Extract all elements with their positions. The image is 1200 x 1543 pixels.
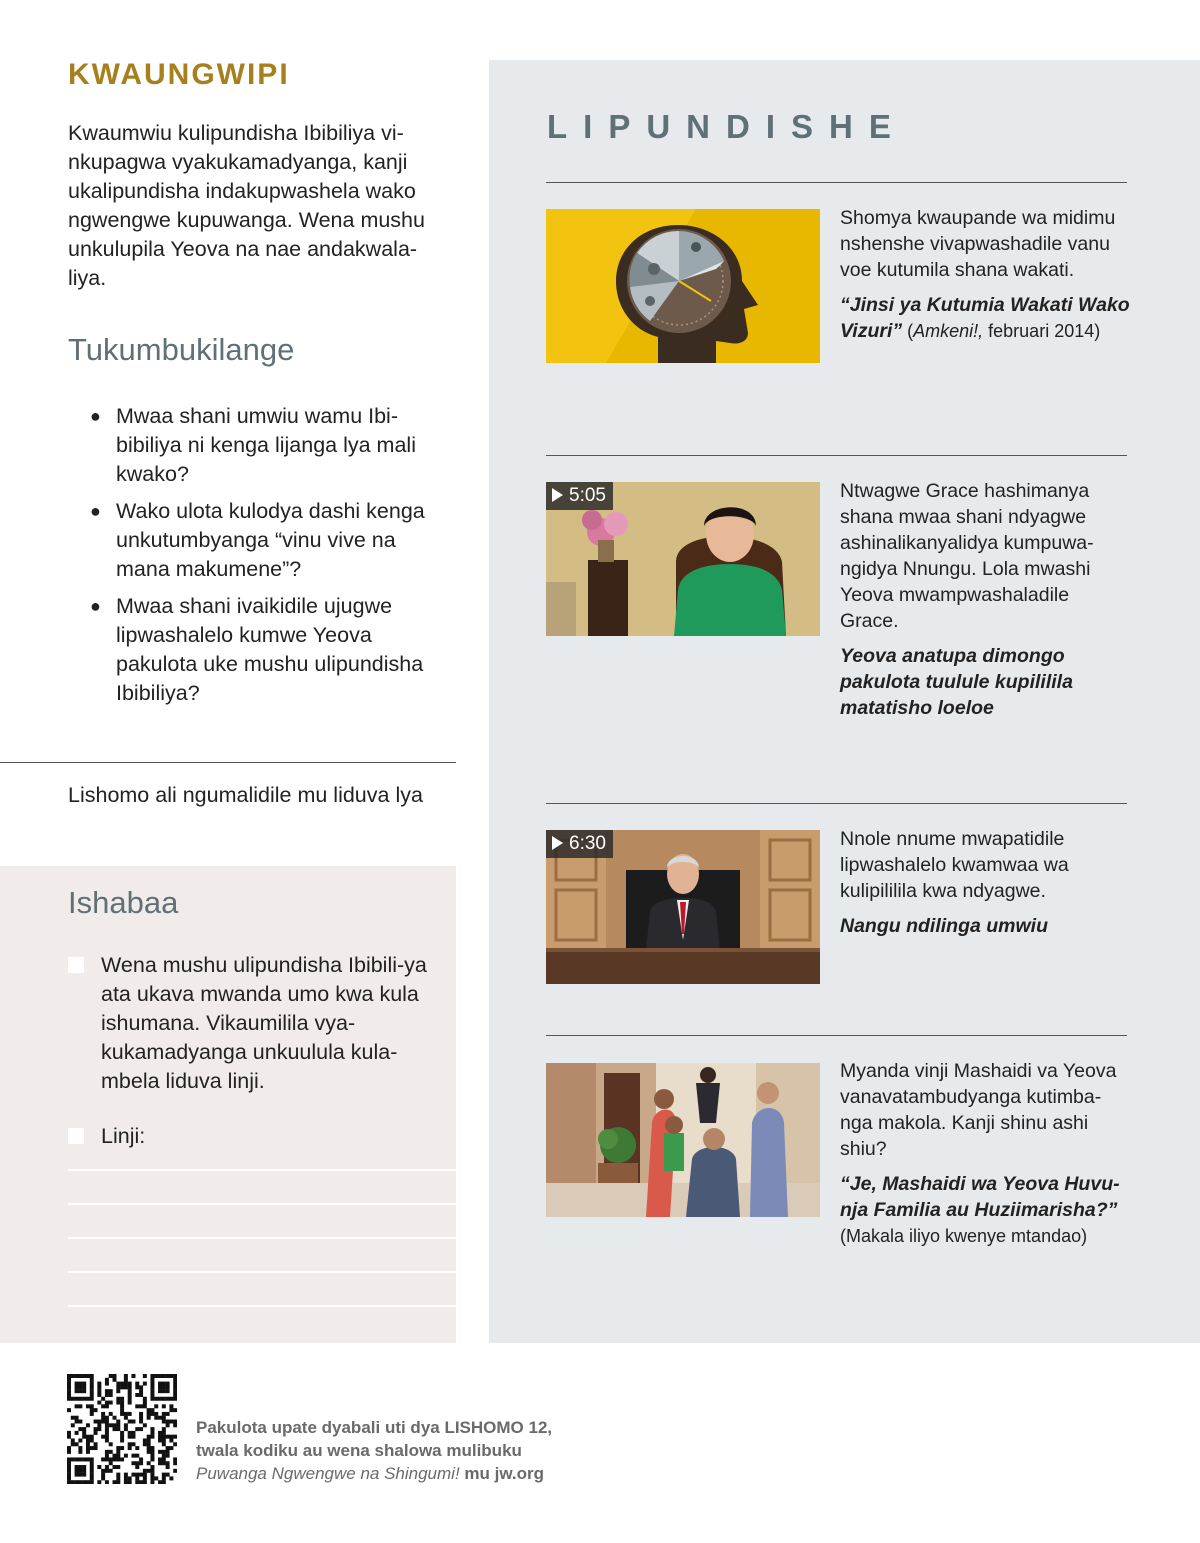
divider xyxy=(546,455,1127,456)
divider xyxy=(546,182,1127,183)
bullet-icon: ● xyxy=(90,596,101,616)
writing-line[interactable] xyxy=(68,1271,456,1273)
video-duration: 6:30 xyxy=(546,830,613,858)
book-title: Puwanga Ngwengwe na Shingumi! xyxy=(196,1464,460,1483)
dig-deeper-item: Ntwagwe Grace hashimanya shana mwaa shani ndyagwe ashinalikanyalidya kumpuwa-ngidya Nnungu. Lola mwashi Yeova mwampwashaladile Grace. Yeova anatupa dimongo pakulota tuulule kupililila matatisho loeloe xyxy=(840,478,1130,721)
play-icon xyxy=(552,836,563,850)
bullet-icon: ● xyxy=(90,501,101,521)
divider xyxy=(546,1035,1127,1036)
man-at-desk-video-icon[interactable] xyxy=(546,830,820,984)
divider xyxy=(546,803,1127,804)
video-link[interactable]: Nangu ndilinga umwiu xyxy=(840,915,1048,937)
article-link[interactable]: “Je, Mashaidi wa Yeova Huvu-nja Familia au Huziimarisha?” (Makala iliyo kwenye mtandao) xyxy=(840,1173,1120,1246)
writing-line[interactable] xyxy=(68,1169,456,1171)
divider xyxy=(0,762,456,763)
dig-deeper-item: Shomya kwaupande wa midimu nshenshe vivapwashadile vanu voe kutumila shana wakati. “Jinsi ya Kutumia Wakati Wako Vizuri” (Amkeni!, februari 2014) xyxy=(840,207,1130,342)
goal-item: Wena mushu ulipundisha Ibibili-ya ata ukava mwanda umo kwa kula ishumana. Vikaumilila vya-kukamadyanga unkuulula kula-mbela liduva linji. xyxy=(68,951,453,1096)
checkbox[interactable] xyxy=(68,1128,84,1144)
bullet-icon: ● xyxy=(90,406,101,426)
video-link[interactable]: Yeova anatupa dimongo pakulota tuulule kupililila matatisho loeloe xyxy=(840,645,1073,719)
completed-date-text: Lishomo ali ngumalidile mu liduva lya xyxy=(68,783,423,807)
article-link[interactable]: “Jinsi ya Kutumia Wakati Wako Vizuri” (Amkeni!, februari 2014) xyxy=(840,294,1130,342)
writing-line[interactable] xyxy=(68,1305,456,1307)
video-duration: 5:05 xyxy=(546,482,613,510)
writing-line[interactable] xyxy=(68,1203,456,1205)
dig-deeper-item: Nnole nnume mwapatidile lipwashalelo kwamwaa wa kulipililila kwa ndyagwe. Nangu ndilinga umwiu xyxy=(840,826,1130,939)
goal-item: Linji: xyxy=(68,1122,453,1151)
qr-code-icon[interactable] xyxy=(67,1374,177,1484)
review-question: ● Wako ulota kulodya dashi kenga unkutumbyanga “vinu vive na mana makumene”? xyxy=(90,499,425,581)
clock-head-illustration-icon[interactable] xyxy=(546,209,820,363)
family-greeting-photo-icon[interactable] xyxy=(546,1063,820,1217)
dig-deeper-item: Myanda vinji Mashaidi va Yeova vanavatambudyanga kutimba-nga makola. Kanji shinu ashi shiu? “Je, Mashaidi wa Yeova Huvu-nja Familia au Huziimarisha?” (Makala iliyo kwenye mtandao) xyxy=(840,1058,1130,1249)
footer-text: Pakulota upate dyabali uti dya LISHOMO 12, twala kodiku au wena shalowa mulibuku Puwanga Ngwengwe na Shingumi! mu jw.org xyxy=(196,1418,553,1483)
dig-deeper-title: LIPUNDISHE xyxy=(547,108,907,145)
woman-portrait-video-icon[interactable] xyxy=(546,482,820,636)
checkbox[interactable] xyxy=(68,957,84,973)
review-title: Tukumbukilange xyxy=(68,332,295,367)
play-icon xyxy=(552,488,563,502)
goals-title: Ishabaa xyxy=(68,885,179,920)
review-questions-list xyxy=(90,402,455,716)
writing-line[interactable] xyxy=(68,1237,456,1239)
summary-text: Kwaumwiu kulipundisha Ibibiliya vi-nkupagwa vyakukamadyanga, kanji ukalipundisha indakupwashela wako ngwengwe kupuwanga. Wena mushu unkulupila Yeova na nae andakwala-liya. xyxy=(68,121,425,290)
review-question: ● Mwaa shani ivaikidile ujugwe lipwashalelo kumwe Yeova pakulota uke mushu ulipundisha Ibibiliya? xyxy=(90,594,424,705)
review-question: ● Mwaa shani umwiu wamu Ibi-bibiliya ni kenga lijanga lya mali kwako? xyxy=(90,404,416,486)
summary-title: KWAUNGWIPI xyxy=(68,58,290,91)
